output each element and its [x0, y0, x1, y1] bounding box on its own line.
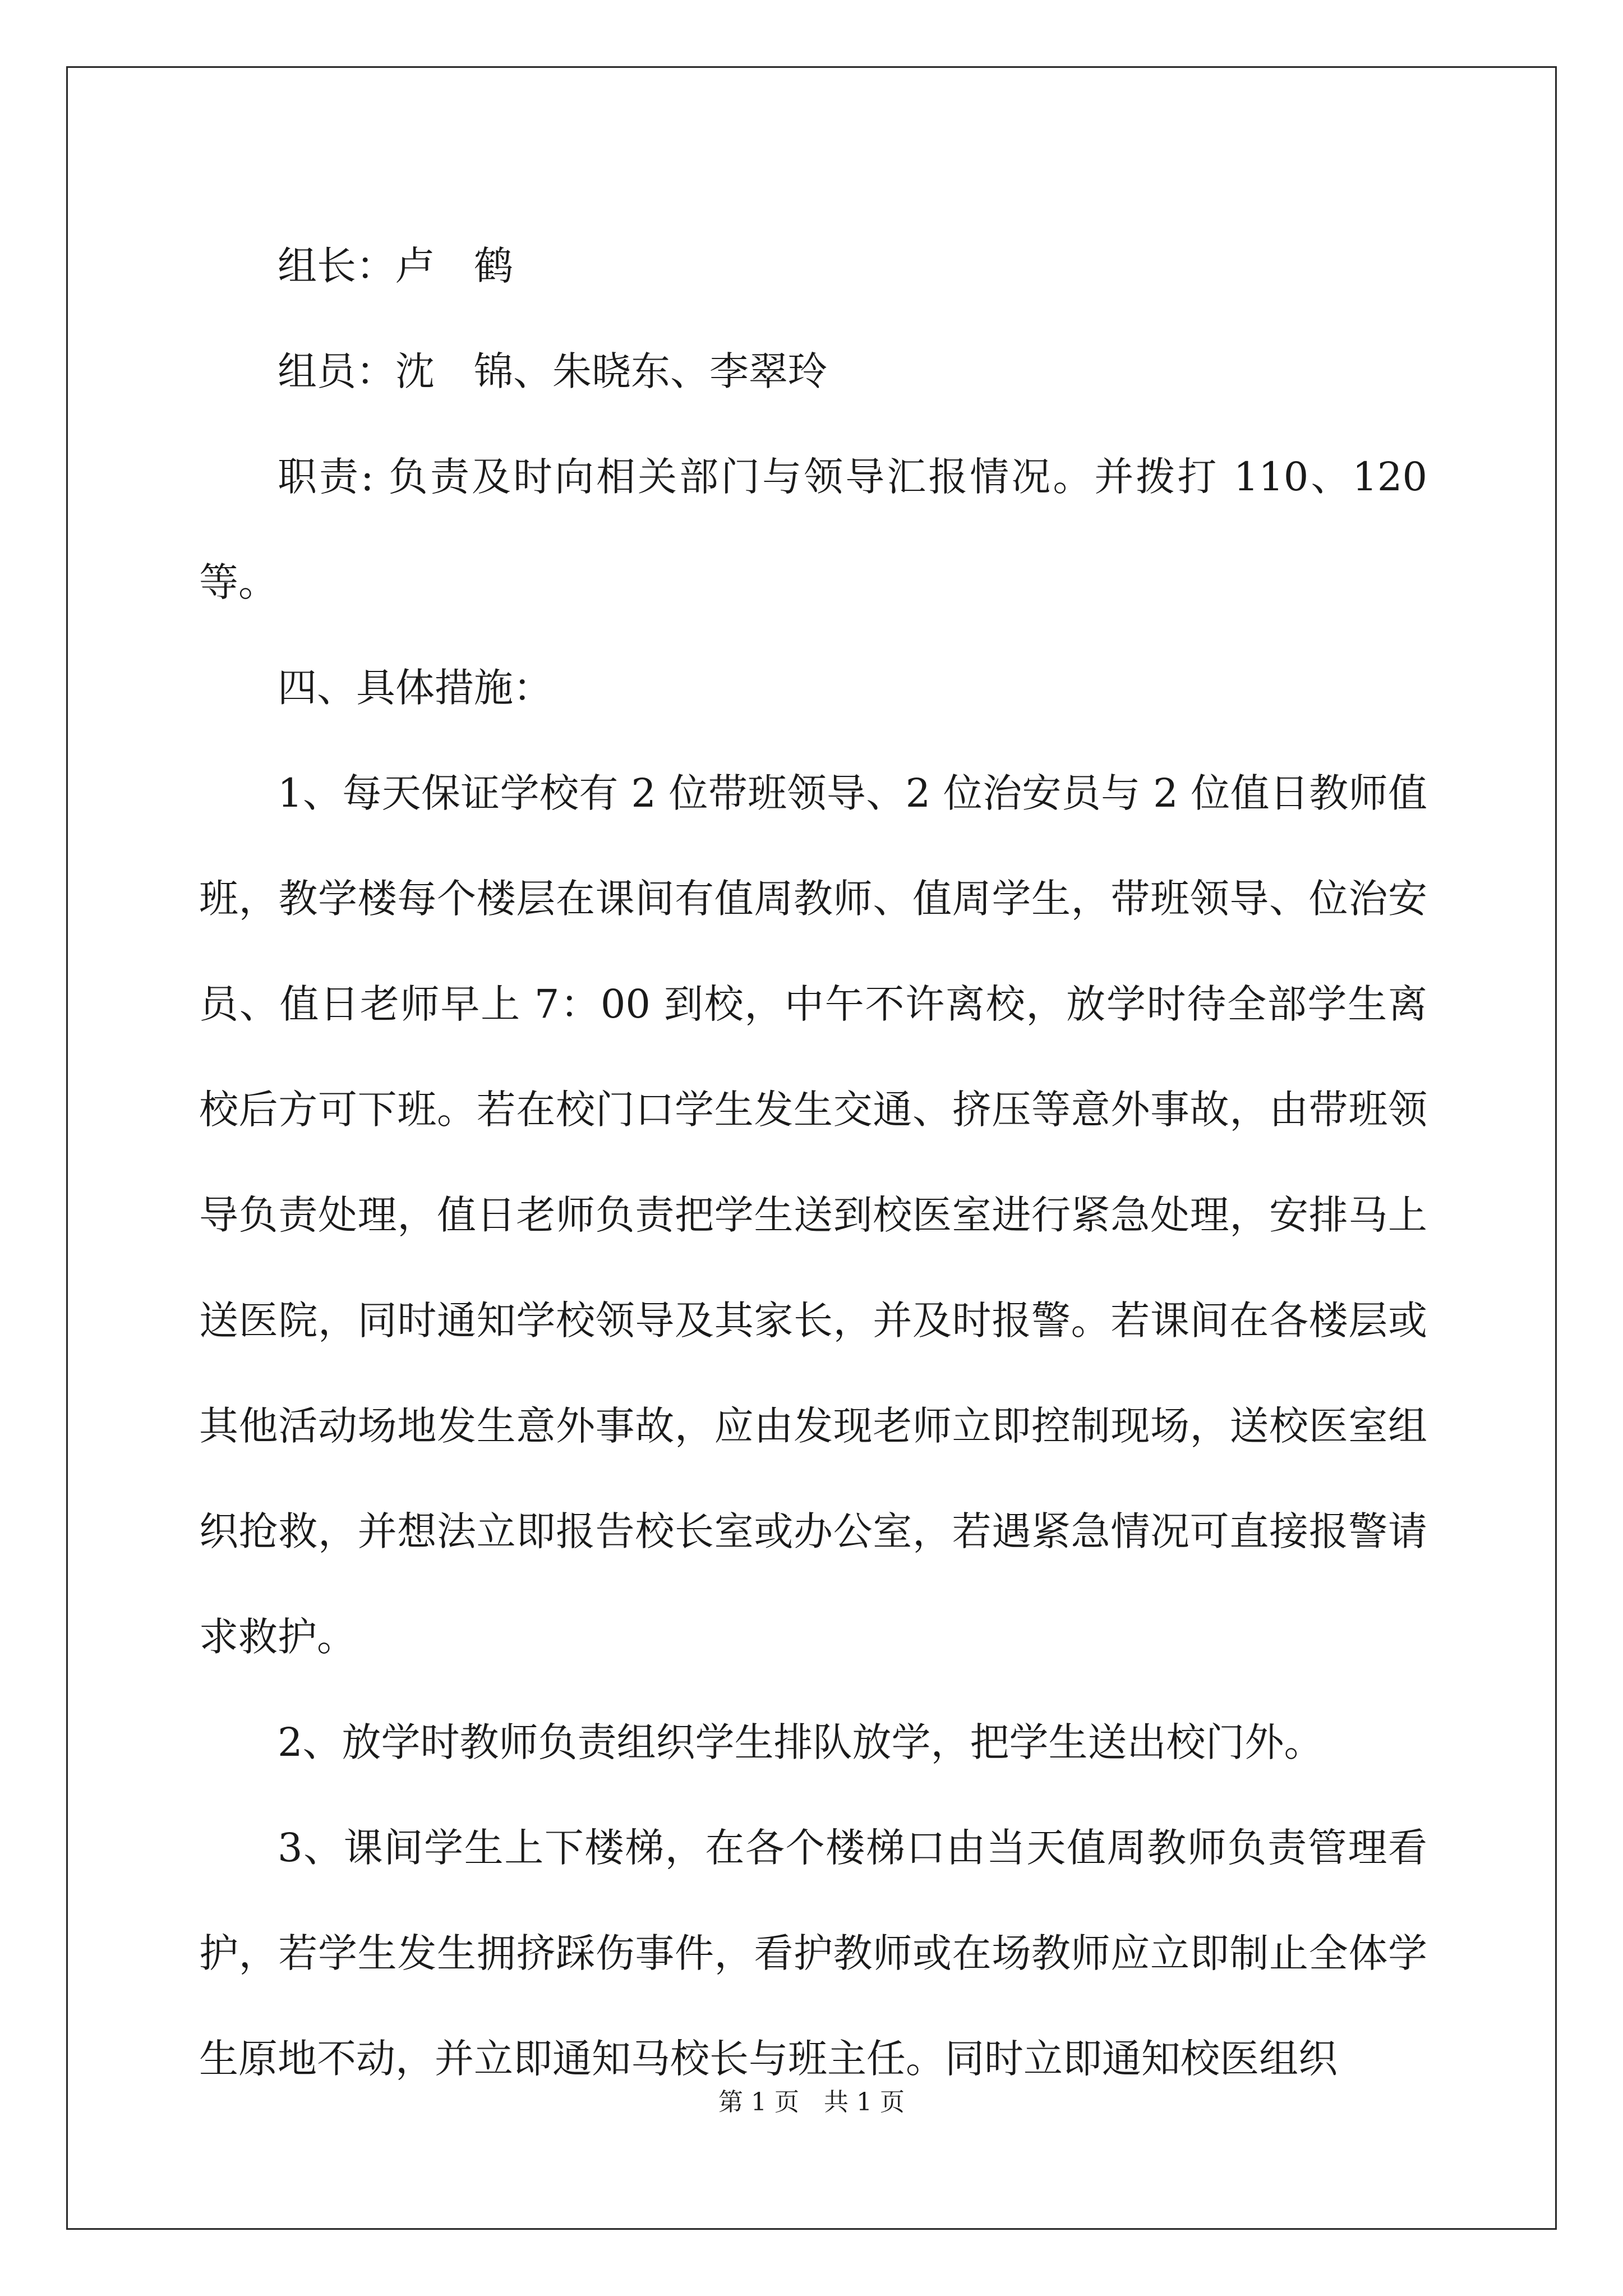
page-footer: 第 1 页 共 1 页 — [718, 2088, 905, 2116]
measure-1-paragraph: 1、每天保证学校有 2 位带班领导、2 位治安员与 2 位值日教师值班，教学楼每个楼层在课间有值周教师、值周学生，带班领导、位治安员、值日老师早上 7：00 到校，中午不许离校，放学时待全部学生离校后方可下班。若在校门口学生发生交通、挤压等意外事故，由带班领导负责处理，值日老师负责把学生送到校医室进行紧急处理，安排马上送医院，同时通知学校领导及其家长，并及时报警。若课间在各楼层或其他活动场地发生意外事故，应由发现老师立即控制现场，送校医室组织抢救，并想法立即报告校长室或办公室，若遇紧急情况可直接报警请求救护。 — [199, 770, 1427, 1660]
document-body — [199, 213, 1427, 2111]
section-heading: 四、具体措施： — [278, 665, 552, 711]
measure-2-paragraph: 2、放学时教师负责组织学生排队放学，把学生送出校门外。 — [278, 1719, 1324, 1765]
group-leader-line: 组长：卢 鹤 — [278, 243, 513, 289]
measure-3-paragraph: 3、课间学生上下楼梯，在各个楼梯口由当天值周教师负责管理看护，若学生发生拥挤踩伤事件，看护教师或在场教师应立即制止全体学生原地不动，并立即通知马校长与班主任。同时立即通知校医组织 — [199, 1825, 1427, 2082]
group-members-line: 组员：沈 锦、朱晓东、李翠玲 — [278, 348, 827, 394]
duties-line: 职责: 负责及时向相关部门与领导汇报情况。并拨打 110、120 等。 — [199, 454, 1427, 605]
